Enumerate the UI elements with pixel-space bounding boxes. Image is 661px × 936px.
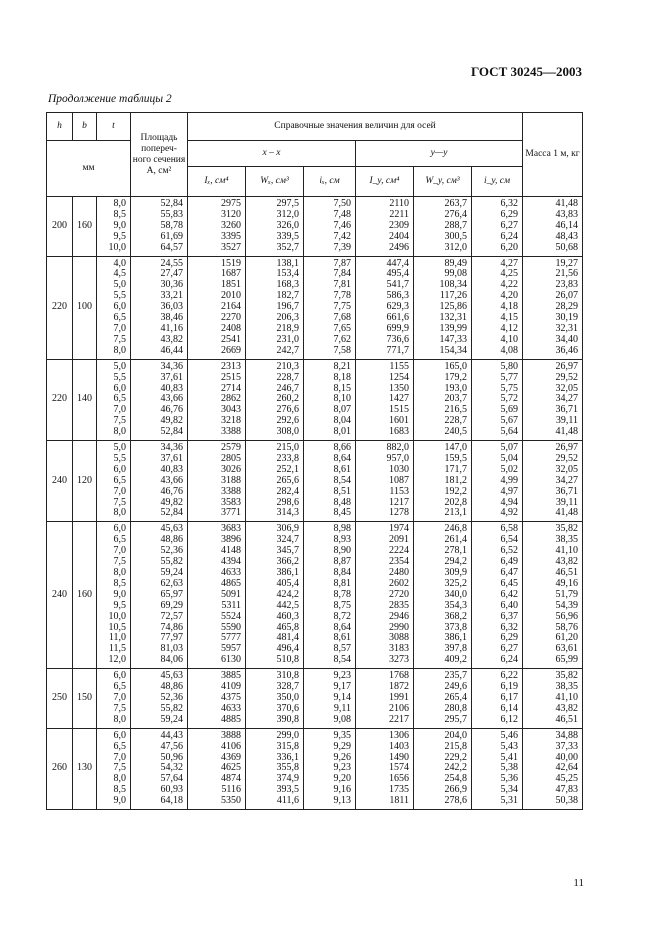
cell-ix-radius: 9,35 9,29 9,26 9,23 9,20 9,16 9,13 xyxy=(304,728,356,809)
col-ref-header: Справочные значения величин для осей xyxy=(188,113,523,141)
cell-wx: 215,0 233,8 252,1 265,6 282,4 298,6 314,3 xyxy=(246,441,304,522)
cell-wx: 297,5 312,0 326,0 339,5 352,7 xyxy=(246,197,304,257)
cell-t: 5,0 5,5 6,0 6,5 7,0 7,5 8,0 xyxy=(97,359,131,440)
cell-h: 240 xyxy=(47,522,73,669)
cell-wy: 89,49 99,08 108,34 117,26 125,86 132,31 139,99 147,33 154,34 xyxy=(414,256,472,359)
table-row xyxy=(47,728,583,809)
col-wx-header: Wₓ, см³ xyxy=(246,167,304,197)
cell-iy-moment: 1974 2091 2224 2354 2480 2602 2720 2835 2946 2990 3088 3183 3273 xyxy=(356,522,414,669)
cell-area: 34,36 37,61 40,83 43,66 46,76 49,82 52,84 xyxy=(131,359,188,440)
cell-b: 160 xyxy=(73,522,97,669)
cell-t: 4,0 4,5 5,0 5,5 6,0 6,5 7,0 7,5 8,0 xyxy=(97,256,131,359)
table-caption: Продолжение таблицы 2 xyxy=(48,93,172,105)
cell-iy-radius: 6,32 6,29 6,27 6,24 6,20 xyxy=(472,197,523,257)
cell-area: 52,84 55,83 58,78 61,69 64,57 xyxy=(131,197,188,257)
cell-h: 240 xyxy=(47,441,73,522)
col-ix-moment-header: Iₓ, см⁴ xyxy=(188,167,246,197)
cell-ix-moment: 2313 2515 2714 2862 3043 3218 3388 xyxy=(188,359,246,440)
cell-wy: 263,7 276,4 288,7 300,5 312,0 xyxy=(414,197,472,257)
profile-table xyxy=(46,112,583,810)
cell-b: 140 xyxy=(73,359,97,440)
page-number: 11 xyxy=(573,877,584,889)
cell-t: 6,0 6,5 7,0 7,5 8,0 xyxy=(97,669,131,729)
axis-yy-header: y—y xyxy=(356,141,523,167)
cell-t: 8,0 8,5 9,0 9,5 10,0 xyxy=(97,197,131,257)
cell-ix-moment: 3885 4109 4375 4633 4885 xyxy=(188,669,246,729)
cell-iy-radius: 5,46 5,43 5,41 5,38 5,36 5,34 5,31 xyxy=(472,728,523,809)
cell-wx: 310,8 328,7 350,0 370,6 390,8 xyxy=(246,669,304,729)
cell-h: 220 xyxy=(47,359,73,440)
cell-iy-radius: 5,80 5,77 5,75 5,72 5,69 5,67 5,64 xyxy=(472,359,523,440)
cell-mass: 34,88 37,33 40,00 42,64 45,25 47,83 50,38 xyxy=(523,728,583,809)
table-row xyxy=(47,669,583,729)
cell-ix-moment: 2975 3120 3260 3395 3527 xyxy=(188,197,246,257)
cell-b: 150 xyxy=(73,669,97,729)
col-iy-radius-header: i_y, см xyxy=(472,167,523,197)
cell-b: 130 xyxy=(73,728,97,809)
cell-h: 260 xyxy=(47,728,73,809)
cell-t: 6,0 6,5 7,0 7,5 8,0 8,5 9,0 9,5 10,0 10,5 11,0 11,5 12,0 xyxy=(97,522,131,669)
cell-wx: 210,3 228,7 246,7 260,2 276,6 292,6 308,0 xyxy=(246,359,304,440)
cell-wy: 147,0 159,5 171,7 181,2 192,2 202,8 213,1 xyxy=(414,441,472,522)
cell-mass: 35,82 38,35 41,10 43,82 46,51 xyxy=(523,669,583,729)
cell-wx: 138,1 153,4 168,3 182,7 196,7 206,3 218,9 231,0 242,7 xyxy=(246,256,304,359)
cell-ix-radius: 7,87 7,84 7,81 7,78 7,75 7,68 7,65 7,62 7,58 xyxy=(304,256,356,359)
cell-ix-moment: 3683 3896 4148 4394 4633 4865 5091 5311 5524 5590 5777 5957 6130 xyxy=(188,522,246,669)
cell-ix-radius: 7,50 7,48 7,46 7,42 7,39 xyxy=(304,197,356,257)
cell-iy-moment: 1768 1872 1991 2106 2217 xyxy=(356,669,414,729)
cell-ix-radius: 8,21 8,18 8,15 8,10 8,07 8,04 8,01 xyxy=(304,359,356,440)
col-t-header: t xyxy=(97,113,131,141)
cell-ix-radius: 9,23 9,17 9,14 9,11 9,08 xyxy=(304,669,356,729)
cell-ix-moment: 3888 4106 4369 4625 4874 5116 5350 xyxy=(188,728,246,809)
cell-h: 200 xyxy=(47,197,73,257)
cell-t: 5,0 5,5 6,0 6,5 7,0 7,5 8,0 xyxy=(97,441,131,522)
col-wy-header: W_y, см³ xyxy=(414,167,472,197)
cell-iy-radius: 6,22 6,19 6,17 6,14 6,12 xyxy=(472,669,523,729)
cell-iy-moment: 882,0 957,0 1030 1087 1153 1217 1278 xyxy=(356,441,414,522)
cell-ix-radius: 8,98 8,93 8,90 8,87 8,84 8,81 8,78 8,75 8,72 8,64 8,61 8,57 8,54 xyxy=(304,522,356,669)
cell-area: 24,55 27,47 30,36 33,21 36,03 38,46 41,16 43,82 46,44 xyxy=(131,256,188,359)
col-h-header: h xyxy=(47,113,73,141)
cell-ix-moment: 2579 2805 3026 3188 3388 3583 3771 xyxy=(188,441,246,522)
cell-ix-moment: 1519 1687 1851 2010 2164 2270 2408 2541 2669 xyxy=(188,256,246,359)
cell-iy-radius: 4,27 4,25 4,22 4,20 4,18 4,15 4,12 4,10 4,08 xyxy=(472,256,523,359)
cell-wx: 306,9 324,7 345,7 366,2 386,1 405,4 424,2 442,5 460,3 465,8 481,4 496,4 510,8 xyxy=(246,522,304,669)
col-mass-header: Масса 1 м, кг xyxy=(523,113,583,197)
cell-mass: 26,97 29,52 32,05 34,27 36,71 39,11 41,48 xyxy=(523,359,583,440)
table-row xyxy=(47,522,583,669)
cell-mass: 26,97 29,52 32,05 34,27 36,71 39,11 41,48 xyxy=(523,441,583,522)
col-area-header: Площадь попереч-ного сечения A, см² xyxy=(131,113,188,197)
document-code: ГОСТ 30245—2003 xyxy=(470,64,582,79)
cell-b: 160 xyxy=(73,197,97,257)
cell-area: 45,63 48,86 52,36 55,82 59,24 xyxy=(131,669,188,729)
cell-wy: 246,8 261,4 278,1 294,2 309,9 325,2 340,0 354,3 368,2 373,8 386,1 397,8 409,2 xyxy=(414,522,472,669)
col-ix-radius-header: iₓ, см xyxy=(304,167,356,197)
cell-h: 250 xyxy=(47,669,73,729)
units-header: мм xyxy=(47,141,131,197)
cell-iy-radius: 5,07 5,04 5,02 4,99 4,97 4,94 4,92 xyxy=(472,441,523,522)
table-row xyxy=(47,197,583,257)
cell-area: 45,63 48,86 52,36 55,82 59,24 62,63 65,97 69,29 72,57 74,86 77,97 81,03 84,06 xyxy=(131,522,188,669)
cell-b: 120 xyxy=(73,441,97,522)
cell-mass: 35,82 38,35 41,10 43,82 46,51 49,16 51,79 54,39 56,96 58,76 61,20 63,61 65,99 xyxy=(523,522,583,669)
cell-area: 44,43 47,56 50,96 54,32 57,64 60,93 64,18 xyxy=(131,728,188,809)
col-iy-moment-header: I_y, см⁴ xyxy=(356,167,414,197)
cell-b: 100 xyxy=(73,256,97,359)
cell-mass: 19,27 21,56 23,83 26,07 28,29 30,19 32,31 34,40 36,46 xyxy=(523,256,583,359)
table-row xyxy=(47,256,583,359)
table-row xyxy=(47,441,583,522)
axis-xx-header: x – x xyxy=(188,141,356,167)
cell-wx: 299,0 315,8 336,1 355,8 374,9 393,5 411,6 xyxy=(246,728,304,809)
cell-wy: 204,0 215,8 229,2 242,2 254,8 266,9 278,6 xyxy=(414,728,472,809)
cell-iy-moment: 2110 2211 2309 2404 2496 xyxy=(356,197,414,257)
cell-wy: 165,0 179,2 193,0 203,7 216,5 228,7 240,5 xyxy=(414,359,472,440)
cell-iy-radius: 6,58 6,54 6,52 6,49 6,47 6,45 6,42 6,40 6,37 6,32 6,29 6,27 6,24 xyxy=(472,522,523,669)
cell-iy-moment: 1306 1403 1490 1574 1656 1735 1811 xyxy=(356,728,414,809)
cell-iy-moment: 447,4 495,4 541,7 586,3 629,3 661,6 699,9 736,6 771,7 xyxy=(356,256,414,359)
cell-h: 220 xyxy=(47,256,73,359)
cell-ix-radius: 8,66 8,64 8,61 8,54 8,51 8,48 8,45 xyxy=(304,441,356,522)
table-row xyxy=(47,359,583,440)
cell-mass: 41,48 43,83 46,14 48,43 50,68 xyxy=(523,197,583,257)
cell-t: 6,0 6,5 7,0 7,5 8,0 8,5 9,0 xyxy=(97,728,131,809)
cell-area: 34,36 37,61 40,83 43,66 46,76 49,82 52,84 xyxy=(131,441,188,522)
cell-iy-moment: 1155 1254 1350 1427 1515 1601 1683 xyxy=(356,359,414,440)
cell-wy: 235,7 249,6 265,4 280,8 295,7 xyxy=(414,669,472,729)
col-b-header: b xyxy=(73,113,97,141)
